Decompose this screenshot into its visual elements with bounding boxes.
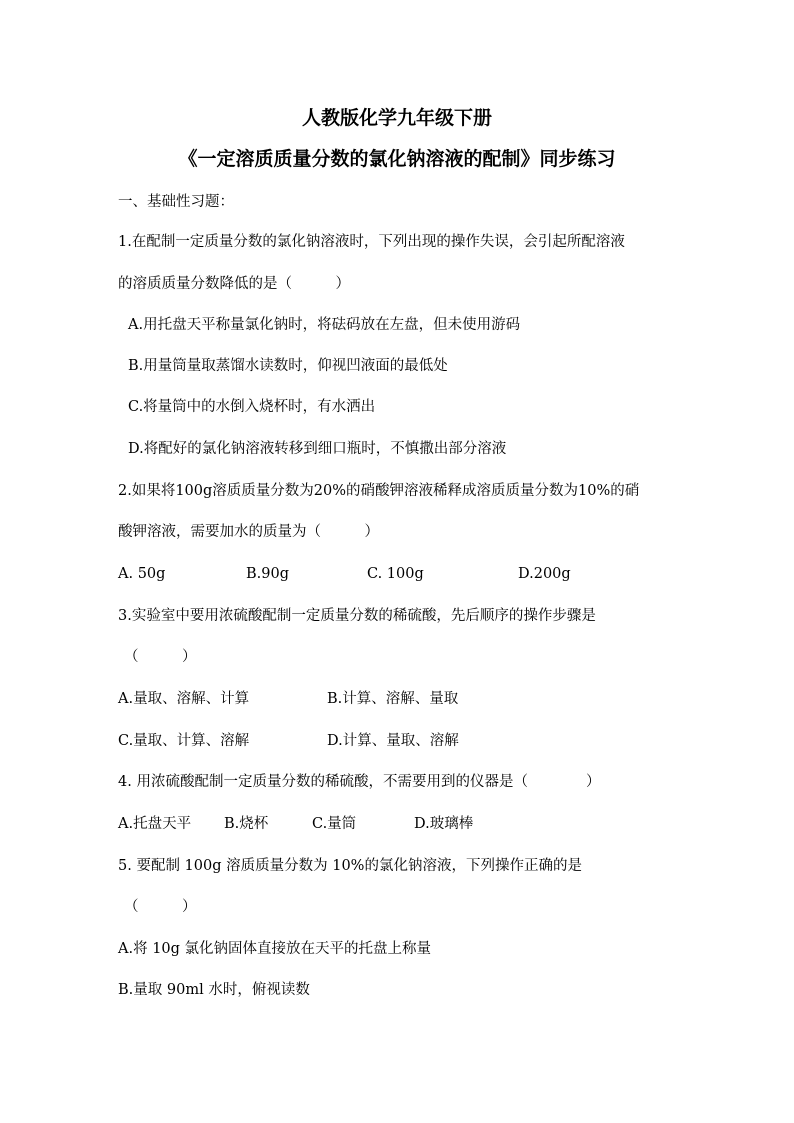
option-a: A.量取、溶解、计算 bbox=[118, 691, 250, 707]
option-c: C. 100g bbox=[367, 566, 424, 582]
question-stem: 2.如果将100g溶质质量分数为20%的硝酸钾溶液稀释成溶质质量分数为10%的硝 bbox=[118, 483, 640, 499]
option-d: D.200g bbox=[518, 566, 571, 582]
option-b: B.计算、溶解、量取 bbox=[327, 691, 459, 707]
option-c: C.量取、计算、溶解 bbox=[118, 733, 250, 749]
option-c: C.量筒 bbox=[312, 816, 357, 832]
option-a: A. 50g bbox=[118, 566, 166, 582]
option-a: A.托盘天平 bbox=[118, 816, 192, 832]
question-stem-continued: （ ） bbox=[124, 899, 197, 915]
option-d: D.将配好的氯化钠溶液转移到细口瓶时，不慎撒出部分溶液 bbox=[128, 441, 507, 457]
document-subtitle: 《一定溶质质量分数的氯化钠溶液的配制》同步练习 bbox=[178, 148, 616, 170]
question-stem: 1.在配制一定质量分数的氯化钠溶液时，下列出现的操作失误，会引起所配溶液 bbox=[118, 234, 625, 250]
option-d: D.计算、量取、溶解 bbox=[327, 733, 459, 749]
option-d: D.玻璃棒 bbox=[414, 816, 474, 832]
question-stem-continued: 的溶质质量分数降低的是（ ） bbox=[118, 276, 350, 292]
option-b: B.烧杯 bbox=[224, 816, 269, 832]
question-stem-continued: （ ） bbox=[124, 649, 197, 665]
section-heading: 一、基础性习题： bbox=[118, 194, 234, 210]
question-stem: 3.实验室中要用浓硫酸配制一定质量分数的稀硫酸，先后顺序的操作步骤是 bbox=[118, 608, 596, 624]
option-c: C.将量筒中的水倒入烧杯时，有水洒出 bbox=[128, 399, 376, 415]
question-stem: 4. 用浓硫酸配制一定质量分数的稀硫酸，不需要用到的仪器是（ ） bbox=[118, 774, 601, 790]
option-a: A.将 10g 氯化钠固体直接放在天平的托盘上称量 bbox=[118, 941, 432, 957]
option-b: B.用量筒量取蒸馏水读数时，仰视凹液面的最低处 bbox=[128, 358, 448, 374]
option-b: B.量取 90ml 水时，俯视读数 bbox=[118, 982, 310, 998]
question-stem: 5. 要配制 100g 溶质质量分数为 10%的氯化钠溶液，下列操作正确的是 bbox=[118, 858, 582, 874]
question-stem-continued: 酸钾溶液，需要加水的质量为（ ） bbox=[118, 524, 379, 540]
option-b: B.90g bbox=[246, 566, 289, 582]
option-a: A.用托盘天平称量氯化钠时，将砝码放在左盘，但未使用游码 bbox=[128, 317, 521, 333]
document-title: 人教版化学九年级下册 bbox=[301, 107, 492, 129]
